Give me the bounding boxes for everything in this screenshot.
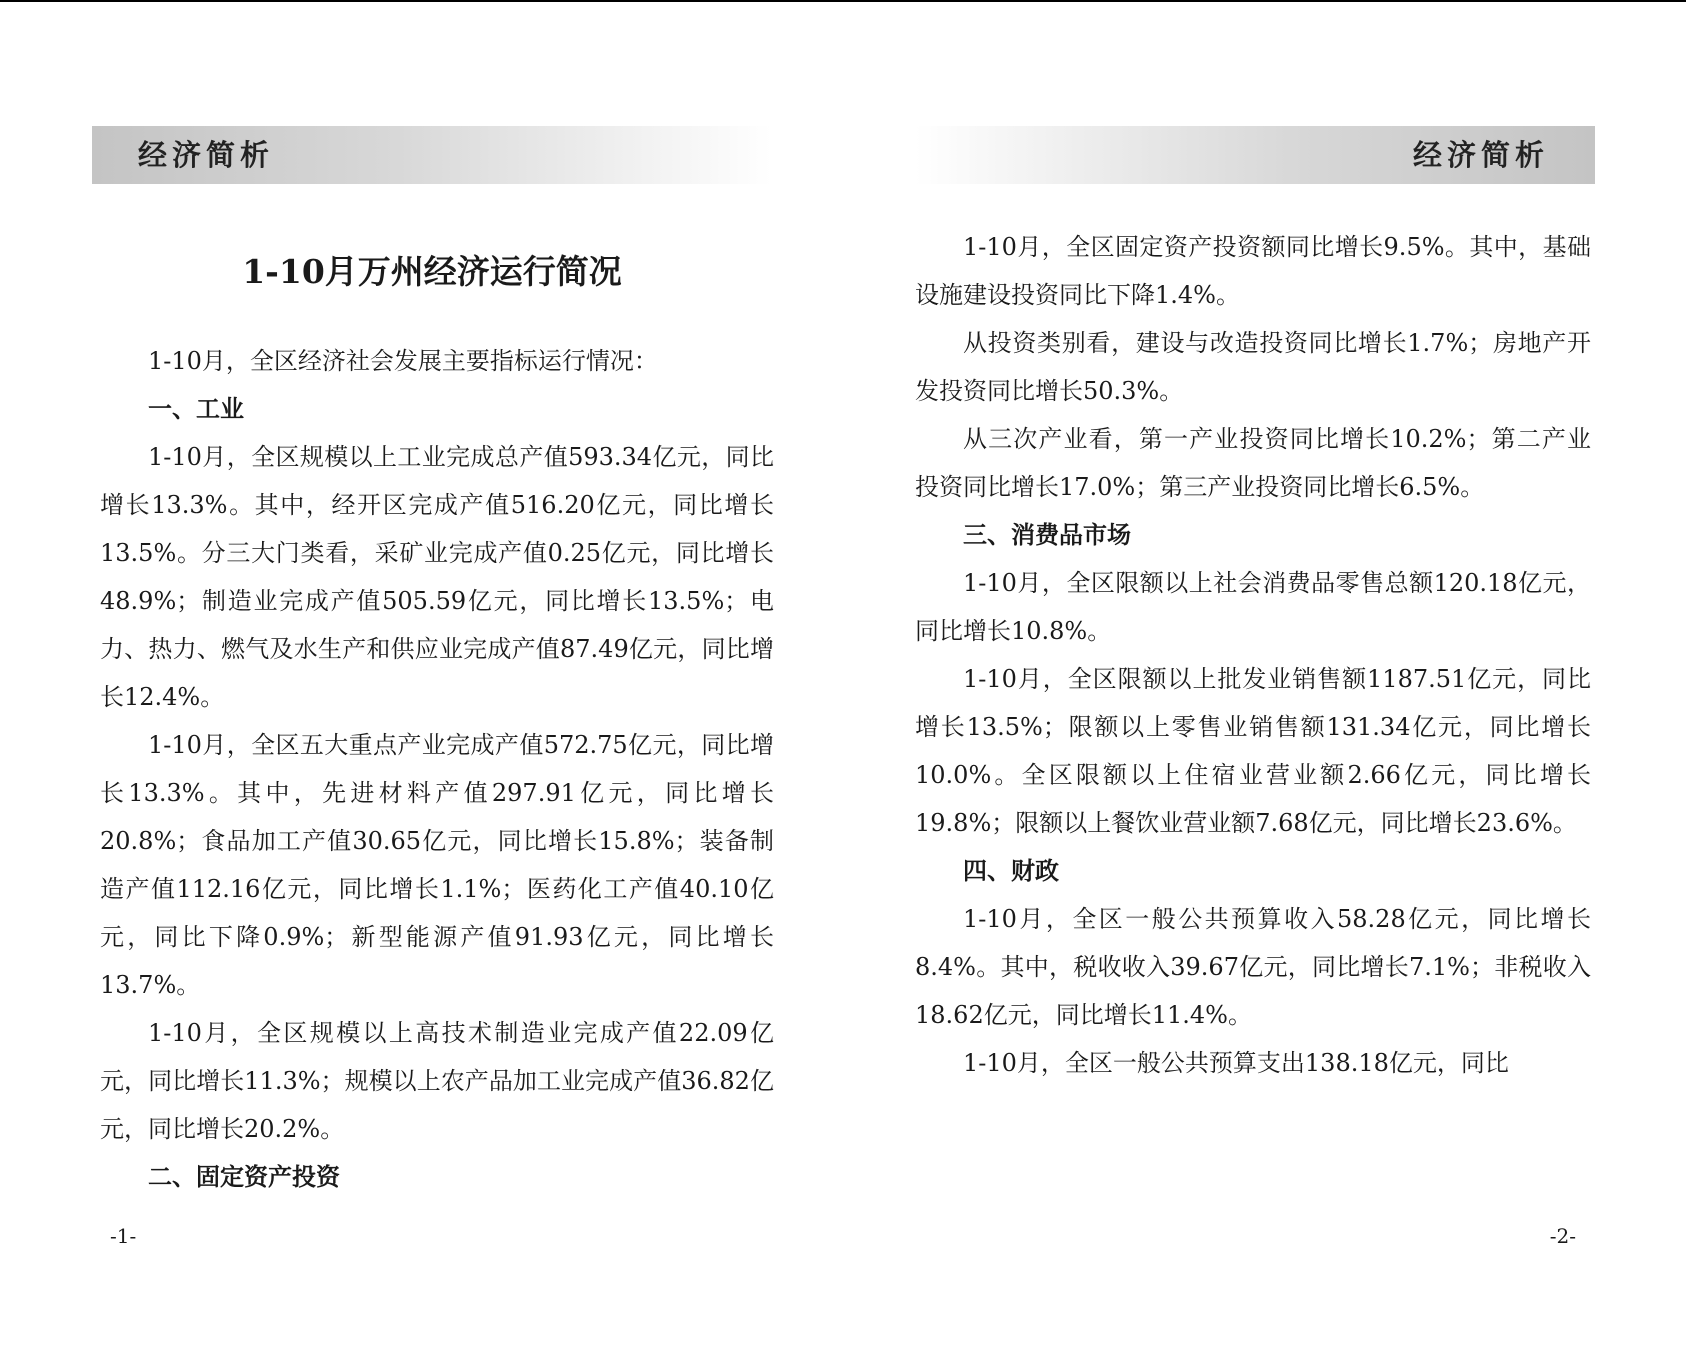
intro-paragraph: 1-10月，全区经济社会发展主要指标运行情况：: [148, 347, 658, 375]
investment-sector-paragraph: 从三次产业看，第一产业投资同比增长10.2%；第二产业投资同比增长17.0%；第三产业投资同比增长6.5%。: [915, 425, 1591, 501]
investment-total-paragraph: 1-10月，全区固定资产投资额同比增长9.5%。其中，基础设施建设投资同比下降1.4%。: [915, 233, 1591, 309]
high-tech-paragraph: 1-10月，全区规模以上高技术制造业完成产值22.09亿元，同比增长11.3%；规模以上农产品加工业完成产值36.82亿元，同比增长20.2%。: [100, 1019, 774, 1143]
left-header-band: [92, 126, 772, 184]
right-body-column: [915, 223, 1591, 1087]
key-industries-paragraph: 1-10月，全区五大重点产业完成产值572.75亿元，同比增长13.3%。其中，先进材料产值297.91亿元，同比增长20.8%；食品加工产值30.65亿元，同比增长15.8%；装备制造产值112.16亿元，同比增长1.1%；医药化工产值40.10亿元，同比下降0.9%；新型能源产值91.93亿元，同比增长13.7%。: [100, 731, 774, 999]
left-page-number: -1-: [110, 1224, 137, 1248]
investment-category-paragraph: 从投资类别看，建设与改造投资同比增长1.7%；房地产开发投资同比增长50.3%。: [915, 329, 1591, 405]
section-heading-consumer-market: 三、消费品市场: [963, 521, 1131, 549]
wholesale-retail-paragraph: 1-10月，全区限额以上批发业销售额1187.51亿元，同比增长13.5%；限额以上零售业销售额131.34亿元，同比增长10.0%。全区限额以上住宿业营业额2.66亿元，同比增长19.8%；限额以上餐饮业营业额7.68亿元，同比增长23.6%。: [915, 665, 1591, 837]
budget-expenditure-paragraph: 1-10月，全区一般公共预算支出138.18亿元，同比: [963, 1049, 1509, 1077]
section-heading-investment: 二、固定资产投资: [148, 1163, 340, 1191]
left-body-column: [100, 337, 774, 1201]
section-heading-finance: 四、财政: [963, 857, 1059, 885]
right-header-band: [915, 126, 1595, 184]
right-page-number: -2-: [1549, 1224, 1576, 1248]
retail-sales-paragraph: 1-10月，全区限额以上社会消费品零售总额120.18亿元，同比增长10.8%。: [915, 569, 1591, 645]
left-header-title: 经济简析: [138, 138, 275, 172]
document-title: 1-10月万州经济运行简况: [242, 252, 622, 291]
right-page: [843, 0, 1686, 1353]
budget-revenue-paragraph: 1-10月，全区一般公共预算收入58.28亿元，同比增长8.4%。其中，税收收入39.67亿元，同比增长7.1%；非税收入18.62亿元，同比增长11.4%。: [915, 905, 1591, 1029]
industry-output-paragraph: 1-10月，全区规模以上工业完成总产值593.34亿元，同比增长13.3%。其中，经开区完成产值516.20亿元，同比增长13.5%。分三大门类看，采矿业完成产值0.25亿元，同比增长48.9%；制造业完成产值505.59亿元，同比增长13.5%；电力、热力、燃气及水生产和供应业完成产值87.49亿元，同比增长12.4%。: [100, 443, 774, 711]
right-header-title: 经济简析: [1412, 138, 1549, 172]
section-heading-industry: 一、工业: [148, 395, 244, 423]
